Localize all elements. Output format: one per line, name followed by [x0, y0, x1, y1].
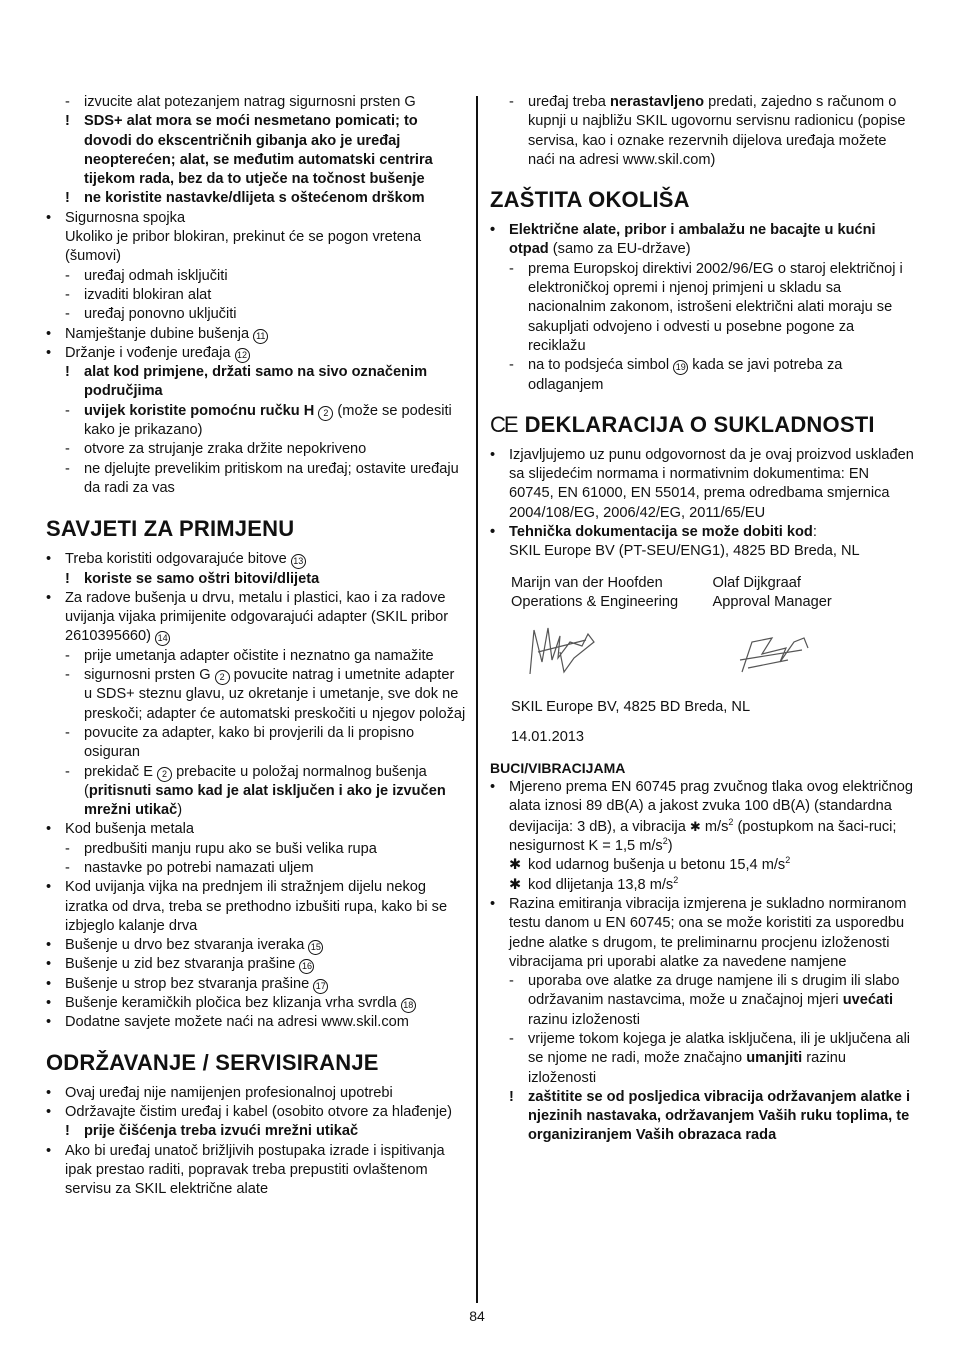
section-heading [46, 516, 466, 542]
column-divider [476, 96, 478, 1303]
list-text [84, 93, 466, 112]
list-text [84, 267, 466, 286]
text: Razina emitiranja vibracija izmjerena je sukladno normiranom testu danom u EN 60745; ona se može koristiti za usporedbu jedne alatke s drugom, te preliminarnu procjenu izloženosti vibracijama pri uporabi alatke za navedene namjene [509, 895, 907, 970]
sub-list-item [490, 1088, 914, 1146]
list-text [509, 895, 914, 972]
text: Namještanje dubine bušenja [65, 325, 254, 342]
list-text [65, 325, 466, 344]
figure-ref: 14 [155, 631, 170, 646]
sub-list-item [490, 356, 914, 395]
list-item [46, 994, 466, 1013]
bold-text: zaštitite se od posljedica vibracija održavanjem alatke i njezinih nastavaka, održavanjem Vaših ruku toplima, te organiziranjem Vaših obrazaca rada [528, 1088, 911, 1144]
list-text [528, 856, 914, 875]
text: uređaj treba [528, 94, 610, 110]
list-text [65, 975, 466, 994]
text: Držanje i vođenje uređaja [65, 344, 235, 361]
sub-list-item [490, 93, 914, 170]
list-item [46, 1084, 466, 1103]
list-marker: • [490, 222, 496, 239]
list-marker: - [65, 286, 70, 303]
superscript: 2 [673, 874, 679, 885]
signature-images [490, 612, 914, 690]
list-item [46, 975, 466, 994]
text: Izjavljujemo uz punu odgovornost da je ovaj proizvod usklađen sa slijedećim normama i normativnim dokumentima: EN 60745, EN 61000, EN 55014, prema odredbama smjernica 2004/108/EG, 2006/42/EG, 2011/65/EU [509, 446, 914, 521]
superscript: 2 [785, 855, 791, 866]
text: sigurnosni prsten G [84, 667, 215, 684]
section-heading [490, 412, 914, 438]
text: Dodatne savjete možete naći na adresi www.skil.com [65, 1014, 409, 1031]
figure-ref: 16 [299, 959, 314, 974]
list-text [84, 286, 466, 305]
list-text [509, 446, 914, 523]
text: Ukoliko je pribor blokiran, prekinut će se pogon vretena (šumovi) [65, 229, 422, 265]
list-marker: • [46, 995, 52, 1012]
text: uređaj ponovno uključiti [84, 306, 237, 323]
list-marker: • [490, 895, 496, 912]
list-text [65, 936, 466, 955]
list-marker: • [46, 937, 52, 954]
bold-text: umanjiti [746, 1050, 803, 1067]
bold-text: Električne alate, pribor i ambalažu ne bacajte u kućni otpad [509, 222, 876, 258]
signatory-name: Olaf Dijkgraaf [712, 574, 801, 591]
text: uređaj odmah isključiti [84, 267, 228, 284]
list-marker: • [46, 879, 52, 896]
bold-text: Tehnička dokumentacija se može dobiti kod [509, 524, 813, 541]
list-text [65, 1084, 466, 1103]
text: (samo za EU-države) [548, 241, 691, 258]
info-line: SKIL Europe BV, 4825 BD Breda, NL [511, 699, 751, 716]
list-item [46, 1013, 466, 1032]
figure-ref: 2 [318, 406, 333, 421]
list-marker: - [65, 441, 70, 458]
figure-ref: 11 [253, 329, 268, 344]
list-item [46, 878, 466, 936]
list-marker: ✱ [509, 876, 522, 893]
ce-mark: CE [490, 411, 517, 437]
text: Bušenje u drvo bez stvaranja iveraka [65, 937, 309, 954]
text: : [812, 524, 817, 541]
sub-list-item [490, 876, 914, 895]
bold-text: koriste se samo oštri bitovi/dlijeta [84, 570, 320, 587]
list-marker: • [46, 209, 52, 226]
text: m/s [700, 818, 729, 835]
sub-list-item [46, 402, 466, 441]
list-marker: • [46, 956, 52, 973]
sub-list-item [46, 267, 466, 286]
list-text [84, 666, 466, 724]
text: ne djelujte prevelikim pritiskom na uređaj; ostavite uređaju da radi za vas [84, 460, 459, 496]
list-marker: - [65, 460, 70, 477]
text: SKIL Europe BV (PT-SEU/ENG1), 4825 BD Breda, NL [509, 543, 860, 560]
sub-list-item [46, 440, 466, 459]
figure-ref: 2 [157, 767, 172, 782]
figure-ref: 17 [313, 979, 328, 994]
list-item [46, 936, 466, 955]
text: razinu izloženosti [528, 1011, 640, 1028]
list-item [490, 778, 914, 856]
list-marker: - [509, 1030, 514, 1047]
list-text [84, 402, 466, 441]
text: Ako bi uređaj unatoč brižljivih postupaka izrade i ispitivanja ipak prestao raditi, popravak treba prepustiti ovlaštenom servisu za SKIL električne alate [65, 1142, 445, 1198]
list-marker: - [65, 267, 70, 284]
sub-list-item [490, 1030, 914, 1088]
sub-list-item [46, 763, 466, 821]
list-marker: • [46, 1084, 52, 1101]
signatory [713, 574, 915, 613]
right-column [490, 93, 914, 1146]
sub-list-item [46, 570, 466, 589]
text: Treba koristiti odgovarajuće bitove [65, 551, 291, 568]
list-text [509, 523, 914, 562]
left-column [46, 93, 466, 1199]
list-marker: - [65, 667, 70, 684]
list-marker: - [65, 306, 70, 323]
list-text [84, 570, 466, 589]
signatory-role: Operations & Engineering [511, 593, 679, 610]
sub-list-item [46, 460, 466, 499]
list-text [528, 972, 914, 1030]
text: na to podsjeća simbol [528, 357, 674, 374]
list-text [528, 93, 914, 170]
text: ✱ [689, 818, 701, 834]
text: kod dlijetanja 13,8 m/s [528, 876, 674, 893]
text: uporaba ove alatke za druge namjene ili s drugim ili slabo održavanim nastavcima, može u značajnoj mjeri [528, 973, 900, 1009]
list-text [65, 1103, 466, 1122]
bold-text: uvećati [842, 992, 894, 1009]
list-marker: • [46, 325, 52, 342]
list-marker: - [65, 763, 70, 780]
list-text [65, 550, 466, 569]
list-text [65, 994, 466, 1013]
list-text [65, 209, 466, 267]
bold-text: uvijek koristite pomoćnu ručku H [84, 402, 319, 419]
sub-list-item [46, 286, 466, 305]
sub-list-item [46, 666, 466, 724]
text: otvore za strujanje zraka držite nepokriveno [84, 441, 367, 458]
list-item [490, 221, 914, 260]
list-item [490, 895, 914, 972]
sub-list-item [46, 840, 466, 859]
section-heading-text: ZAŠTITA OKOLIŠA [490, 187, 690, 213]
list-marker: - [65, 840, 70, 857]
page-number: 84 [469, 1308, 485, 1324]
signatory-name: Marijn van der Hoofden [511, 574, 663, 591]
info-line: 14.01.2013 [511, 728, 585, 745]
superscript: 2 [662, 836, 668, 847]
list-marker: - [509, 260, 514, 277]
list-marker: • [490, 779, 496, 796]
text: izvucite alat potezanjem natrag sigurnosni prsten G [84, 94, 416, 110]
text: kod udarnog bušenja u betonu 15,4 m/s [528, 857, 786, 874]
text: Ovaj uređaj nije namijenjen profesionalnoj upotrebi [65, 1084, 393, 1101]
section-heading-text: DEKLARACIJA O SUKLADNOSTI [524, 411, 875, 437]
list-text [65, 344, 466, 363]
sub-list-item [46, 93, 466, 112]
list-text [528, 356, 914, 395]
text: Bušenje u strop bez stvaranja prašine [65, 975, 314, 992]
list-text [84, 189, 466, 208]
list-text [65, 820, 466, 839]
list-item [46, 209, 466, 267]
bold-text: nerastavljeno [609, 94, 705, 110]
figure-ref: 2 [215, 670, 230, 685]
sub-list-item [46, 363, 466, 402]
list-marker: • [46, 1014, 52, 1031]
list-marker: • [490, 446, 496, 463]
list-text [84, 859, 466, 878]
text: prekidač E [84, 763, 158, 780]
sub-list-item [46, 112, 466, 189]
list-marker: ! [65, 1123, 70, 1140]
list-text [528, 1030, 914, 1088]
figure-ref: 12 [235, 348, 250, 363]
sub-list-item [46, 647, 466, 666]
text: Mjereno prema EN 60745 prag zvučnog tlaka ovog električnog alata iznosi 89 dB(A) a jakost zvuka 100 dB(A) (standardna devijacija: 3 dB), a vibracija [509, 779, 913, 835]
superscript: 2 [728, 816, 734, 827]
list-item [46, 955, 466, 974]
text: (postupkom na šaci-ruci; nesigurnost K = 1,5 m/s [509, 818, 897, 855]
list-text [65, 1142, 466, 1200]
bold-text: ne koristite nastavke/dlijeta s oštećenom drškom [84, 190, 425, 207]
text: (može se podesiti kako je prikazano) [84, 402, 452, 439]
text: predati, zajedno s računom o kupnji u najbližu SKIL ugovornu servisnu radionicu (popise servisa, kao i oznake rezervnih dijelova uređaja možete naći na adresi www.skil.com) [528, 94, 906, 168]
bold-text: pritisnuti samo kad je alat isključen i ako je izvučen mrežni utikač [84, 782, 446, 819]
sub-list-item [46, 1122, 466, 1141]
list-item [46, 550, 466, 569]
list-item [490, 523, 914, 562]
list-text [84, 763, 466, 821]
list-marker: • [490, 524, 496, 541]
sub-list-item [490, 260, 914, 356]
bold-text: prije čišćenja treba izvući mrežni utikač [84, 1123, 359, 1140]
text: Bušenje u zid bez stvaranja prašine [65, 956, 300, 973]
list-marker: • [46, 975, 52, 992]
list-text [509, 778, 914, 856]
list-text [84, 724, 466, 763]
sub-list-item [46, 305, 466, 324]
subsection-heading: BUCI/VIBRACIJAMA [490, 759, 626, 776]
list-item [46, 1142, 466, 1200]
list-text [84, 305, 466, 324]
list-text [65, 878, 466, 936]
list-marker: - [509, 973, 514, 990]
list-marker: - [509, 94, 514, 110]
list-marker: ✱ [509, 857, 522, 874]
text: Održavajte čistim uređaj i kabel (osobito otvore za hlađenje) [65, 1103, 452, 1120]
list-text [65, 955, 466, 974]
list-marker: - [65, 647, 70, 664]
list-text [528, 1088, 914, 1146]
section-heading-text: ODRŽAVANJE / SERVISIRANJE [46, 1049, 379, 1075]
list-item [46, 820, 466, 839]
list-text [84, 840, 466, 859]
signatures [490, 612, 914, 690]
list-marker: ! [65, 113, 70, 130]
sub-list-item [46, 724, 466, 763]
list-item [490, 446, 914, 523]
text: izvaditi blokiran alat [84, 286, 212, 303]
list-marker: - [509, 357, 514, 374]
list-marker: ! [65, 570, 70, 587]
text: prema Europskoj direktivi 2002/96/EG o staroj električnoj i elektroničkoj opremi i njenoj primjeni u skladu sa nacionalnim zakonom, istrošeni električni alati moraju se sakupljati odvojeno i odvesti u posebne pogone za reciklažu [528, 260, 903, 354]
list-text [65, 589, 466, 647]
sub-list-item [490, 856, 914, 875]
text: Za radove bušenja u drvu, metalu i plastici, kao i za radove uvijanja vijaka primijenite odgovarajući adapter (SKIL pribor 2610395660) [65, 589, 449, 645]
list-marker: • [46, 344, 52, 361]
bold-text: SDS+ alat mora se moći nesmetano pomicati; to dovodi do ekscentričnih gibanja ako je uređaj neopterećen; alat, se međutim automatski centrira tijekom rada, bez da to utječe na točnost bušenje [84, 113, 433, 188]
text: vrijeme tokom kojega je alatka isključena, ili je uključena ali se njome ne radi, može značajno [528, 1030, 911, 1067]
signatory [511, 574, 713, 613]
list-marker: - [65, 94, 70, 110]
signatories [490, 574, 914, 613]
text: kada se javi potreba za odlaganjem [528, 357, 843, 393]
signatory-role: Approval Manager [712, 593, 832, 610]
list-item [46, 325, 466, 344]
list-text [84, 647, 466, 666]
list-marker: • [46, 821, 52, 838]
figure-ref: 18 [401, 998, 416, 1013]
list-marker: ! [65, 190, 70, 207]
list-item [46, 344, 466, 363]
text: predbušiti manju rupu ako se buši velika rupa [84, 840, 377, 857]
text: prebacite u položaj normalnog bušenja ( [84, 763, 427, 799]
list-text [84, 1122, 466, 1141]
list-marker: - [65, 724, 70, 741]
section-heading [46, 1050, 466, 1076]
text: Sigurnosna spojka [65, 209, 186, 226]
list-text [84, 363, 466, 402]
text: povucite natrag i umetnite adapter u SDS+ steznu glavu, uz okretanje i umetanje, sve dok ne preskoči; adapter će automatski preskočiti u njegov položaj [84, 667, 466, 722]
text: Kod uvijanja vijka na prednjem ili stražnjem dijelu nekog izratka od drva, treba se prethodno izbušiti rupa, kako bi se izbjeglo kalanje drva [65, 879, 448, 934]
text: nastavke po potrebi namazati uljem [84, 859, 314, 876]
list-text [84, 460, 466, 499]
section-heading [490, 187, 914, 213]
text: ) [667, 838, 673, 855]
sub-list-item [490, 972, 914, 1030]
list-marker: • [46, 589, 52, 606]
text: prije umetanja adapter očistite i neznatno ga namažite [84, 647, 434, 664]
list-item [46, 1103, 466, 1122]
list-marker: • [46, 551, 52, 568]
section-heading-text: SAVJETI ZA PRIMJENU [46, 516, 295, 542]
list-marker: ! [509, 1088, 514, 1105]
list-text [509, 221, 914, 260]
list-marker: - [65, 402, 70, 419]
list-marker: - [65, 859, 70, 876]
list-text [84, 112, 466, 189]
figure-ref: 13 [291, 554, 306, 569]
list-text [528, 876, 914, 895]
list-item [46, 589, 466, 647]
list-text [528, 260, 914, 356]
text: Kod bušenja metala [65, 821, 194, 838]
list-text [84, 440, 466, 459]
bold-text: alat kod primjene, držati samo na sivo označenim područjima [84, 364, 428, 400]
figure-ref: 19 [673, 360, 688, 375]
figure-ref: 15 [308, 940, 323, 955]
list-text [65, 1013, 466, 1032]
text: Bušenje keramičkih pločica bez klizanja vrha svrdla [65, 995, 401, 1012]
sub-list-item [46, 859, 466, 878]
text: povucite za adapter, kako bi provjerili da li propisno osiguran [84, 724, 415, 761]
text: razinu izloženosti [528, 1050, 846, 1086]
text: ) [177, 802, 183, 819]
list-marker: • [46, 1142, 52, 1159]
list-marker: ! [65, 364, 70, 381]
list-marker: • [46, 1103, 52, 1120]
sub-list-item [46, 189, 466, 208]
